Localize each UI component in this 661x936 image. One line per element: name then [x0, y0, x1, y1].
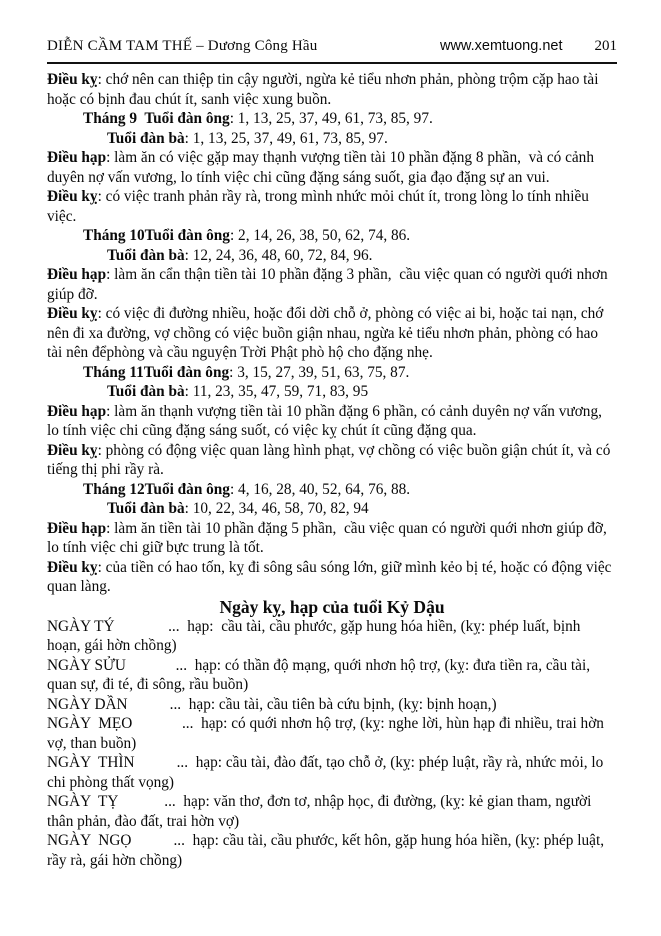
paragraph — [47, 558, 617, 597]
paragraph-text: : có việc tranh phản rầy rà, trong mình nhức mỏi chút ít, trong lòng lo tính nhiều việc. — [47, 188, 593, 225]
paragraph-text: : làm ăn cẩn thận tiền tài 10 phần đặng 3 phần, cầu việc quan có người quới nhơn giúp đỡ. — [47, 266, 612, 303]
paragraph-label: Điều hạp — [47, 149, 107, 166]
paragraph-label: Tháng 11Tuổi đàn ông — [83, 363, 230, 381]
paragraph — [47, 265, 617, 304]
paragraph — [47, 246, 617, 266]
paragraph-text: : chớ nên can thiệp tin cậy người, ngừa kẻ tiểu nhơn phản, phòng trộm cặp hao tài hoặc có bịnh đau chút ít, sanh việc xung buồn. — [47, 71, 603, 108]
paragraph — [47, 499, 617, 519]
header-right-group — [440, 37, 617, 55]
paragraph-label: Điều kỵ — [47, 71, 98, 88]
paragraph — [47, 304, 617, 363]
paragraph-text: : 12, 24, 36, 48, 60, 72, 84, 96. — [184, 246, 373, 264]
paragraph-label: Điều kỵ — [47, 441, 98, 459]
paragraph-label: Tuổi đàn bà — [107, 500, 185, 517]
paragraph — [47, 382, 617, 402]
paragraph-text: : làm ăn tiền tài 10 phần đặng 5 phần, cầu việc quan có người quới nhơn giúp đỡ, lo tính việc chi giữ bực trung là tốt. — [47, 519, 611, 556]
paragraph-text: : 10, 22, 34, 46, 58, 70, 82, 94 — [184, 500, 369, 517]
paragraph-text: : làm ăn có việc gặp may thạnh vượng tiền tài 10 phần đặng 8 phần, và có cảnh duyên nợ vấn vương, lo tính việc chi cũng đặng sáng suốt, gia đạo đặng sự an vui. — [47, 149, 598, 186]
paragraph-text: : 3, 15, 27, 39, 51, 63, 75, 87. — [229, 363, 410, 381]
paragraph — [47, 109, 617, 129]
paragraph-label: Tuổi đàn bà — [107, 246, 185, 264]
section-heading: Ngày kỵ, hạp của tuổi Kỷ Dậu — [219, 596, 445, 617]
paragraph-label: Tháng 10Tuổi đàn ông — [83, 227, 230, 244]
day-entry: NGÀY MẸO ... hạp: có quới nhơn hộ trợ, (kỵ: nghe lời, hùn hạp đi nhiều, trai hờn vợ, than buồn) — [47, 715, 608, 752]
paragraph-text: : phòng có động việc quan làng hình phạt, vợ chồng có việc buồn giận chút ít, và có tiếng thị phi rầy rà. — [47, 441, 615, 478]
paragraph-label: Điều kỵ — [47, 188, 98, 205]
site-url: www.xemtuong.net — [439, 38, 563, 54]
paragraph — [47, 226, 617, 246]
page-body — [47, 70, 617, 870]
paragraph-label: Tháng 12Tuổi đàn ông — [83, 480, 230, 498]
paragraph-text: : 1, 13, 25, 37, 49, 61, 73, 85, 97. — [184, 129, 388, 147]
paragraph-label: Tuổi đàn bà — [107, 129, 185, 147]
page-header — [47, 37, 617, 55]
day-entry: NGÀY SỬU ... hạp: có thần độ mạng, quới nhơn hộ trợ, (kỵ: đưa tiền ra, cầu tài, quan sự, đi té, đi sông, rầu buồn) — [47, 656, 594, 693]
paragraph-text: : 1, 13, 25, 37, 49, 61, 73, 85, 97. — [229, 110, 433, 127]
paragraph-text: : có việc đi đường nhiều, hoặc đổi dời chỗ ở, phòng có việc ai bi, hoặc tai nạn, chớ nên đi xa đường, vợ chồng có việc buồn giận nhau, ngừa kẻ tiểu nhơn phản, phòng có hao tài nên đểphòng và cầu nguyện Trời Phật phò hộ cho đặng nhẹ. — [47, 305, 608, 361]
paragraph-label: Điều kỵ — [47, 305, 98, 322]
paragraph — [47, 70, 617, 109]
paragraph-label: Điều hạp — [47, 266, 107, 283]
paragraph — [47, 402, 617, 441]
paragraph — [47, 519, 617, 558]
paragraph-text: : 11, 23, 35, 47, 59, 71, 83, 95 — [184, 383, 369, 400]
paragraph-label: Tháng 9 Tuổi đàn ông — [83, 110, 230, 127]
paragraph — [47, 441, 617, 480]
book-title: DIỄN CẦM TAM THẾ – Dương Công Hầu — [47, 38, 318, 54]
day-entry: NGÀY TỴ ... hạp: văn thơ, đơn tơ, nhập học, đi đường, (kỵ: kẻ gian tham, người thân phản, đào đất, trai hờn vợ) — [47, 793, 596, 830]
paragraph — [47, 148, 617, 187]
paragraph — [47, 187, 617, 226]
day-entry: NGÀY TÝ ... hạp: cầu tài, cầu phước, gặp hung hóa hiền, (kỵ: phép luất, bịnh hoạn, gái hờn chồng) — [47, 617, 585, 654]
page-number: 201 — [594, 38, 617, 54]
header-divider — [47, 62, 617, 64]
day-entry: NGÀY THÌN ... hạp: cầu tài, đào đất, tạo chỗ ở, (kỵ: phép luật, rầy rà, nhức mỏi, lo chi phòng thất vọng) — [47, 754, 608, 791]
paragraph-text: : làm ăn thạnh vượng tiền tài 10 phần đặng 6 phần, có cảnh duyên nợ vấn vương, lo tính việc chi cũng đặng sáng suốt, có việc kỵ chút ít cũng đặng qua. — [47, 402, 606, 439]
paragraph — [47, 129, 617, 149]
day-entry: NGÀY DẦN ... hạp: cầu tài, cầu tiên bà cứu bịnh, (kỵ: bịnh hoạn,) — [47, 695, 497, 713]
paragraph-text: : của tiền có hao tốn, kỵ đi sông sâu sóng lớn, giữ mình kẻo bị té, hoặc có động việc quan làng. — [47, 558, 616, 595]
paragraph-text: : 4, 16, 28, 40, 52, 64, 76, 88. — [229, 480, 411, 498]
paragraph-label: Tuổi đàn bà — [107, 383, 185, 400]
paragraph-label: Điều hạp — [47, 519, 107, 537]
paragraph — [47, 363, 617, 383]
paragraph — [47, 480, 617, 500]
paragraph-label: Điều kỵ — [47, 558, 98, 576]
paragraph-label: Điều hạp — [47, 402, 107, 420]
paragraph-text: : 2, 14, 26, 38, 50, 62, 74, 86. — [229, 227, 411, 244]
day-entry: NGÀY NGỌ ... hạp: cầu tài, cầu phước, kết hôn, gặp hung hóa hiền, (kỵ: phép luật, rầy rà, gái hờn chồng) — [47, 832, 608, 869]
